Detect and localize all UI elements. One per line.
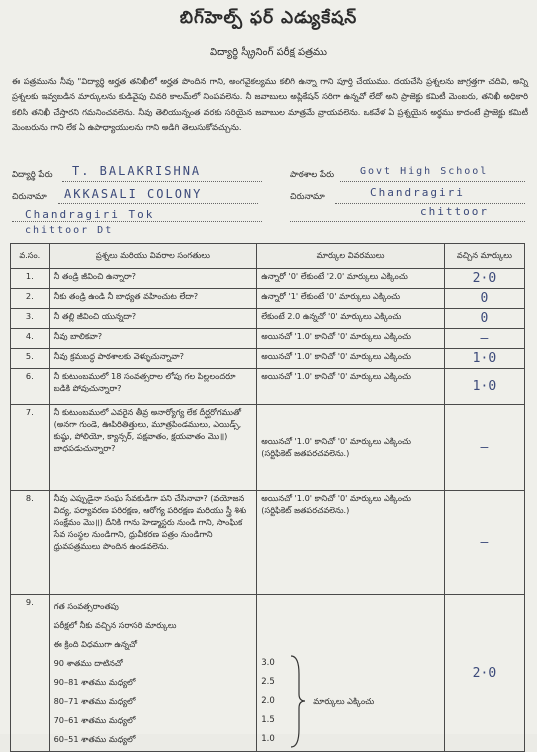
row-marks-rule: అయినచో '1.0' కానిచో '0' మార్కులు ఎక్కించు: [257, 369, 445, 405]
address-value[interactable]: AKKASALI COLONY: [64, 187, 203, 201]
row-number: 8.: [11, 491, 50, 595]
brace-icon: [289, 654, 307, 749]
q9-line: 90 శాతము దాటినచో: [53, 658, 123, 668]
address-line2-rule: [12, 221, 262, 222]
table-row: [11, 405, 525, 491]
table-row: [11, 289, 525, 309]
row-score[interactable]: 2·0: [444, 595, 524, 752]
address-line: [58, 203, 258, 204]
row-question: [49, 595, 257, 752]
row-score[interactable]: 1·0: [444, 349, 524, 369]
grade-value: 1.0: [261, 734, 275, 744]
row-number: 9.: [11, 595, 50, 752]
row-marks-rule: అయినచో '1.0' కానిచో '0' మార్కులు ఎక్కించు (సర్టిఫికెట్ జతపరచవలెను.): [257, 491, 445, 595]
row-number: 6.: [11, 369, 50, 405]
school-value[interactable]: Govt High School: [360, 166, 489, 177]
row-question: నీ తండ్రి జీవించి ఉన్నారా?: [49, 269, 257, 289]
row-question: నీకు తండ్రి ఉండి నీ బాధ్యత వహించుట లేదా?: [49, 289, 257, 309]
row-number: 7.: [11, 405, 50, 491]
row-question: నీ తల్లి జీవించి యున్నదా?: [49, 309, 257, 329]
form-subtitle: విద్యార్థి స్క్రీనింగ్ పరీక్ష పత్రము: [210, 47, 327, 58]
row-question: నీ కుటుంబములో 18 సంవత్సరాల లోపు గల పిల్లలందరూ బడికి పోవుచున్నారా?: [49, 369, 257, 405]
table-row: [11, 329, 525, 349]
school-line: [340, 181, 525, 182]
row-marks-rule: ఉన్నారో '1' లేకుంటే '0' మార్కులు ఎక్కించు: [257, 289, 445, 309]
place-label: చిరునామా: [290, 192, 325, 202]
grade-value: 2.5: [261, 677, 275, 687]
q9-line: 90–81 శాతము మధ్యలో: [53, 677, 136, 687]
row-score[interactable]: 2·0: [444, 269, 524, 289]
place-value[interactable]: Chandragiri: [370, 186, 465, 199]
row-marks-rule: ఉన్నారో '0' లేకుంటే '2.0' మార్కులు ఎక్కించు: [257, 269, 445, 289]
place-value2[interactable]: chittoor: [420, 205, 489, 218]
row-score[interactable]: 0: [444, 309, 524, 329]
grade-value: 3.0: [261, 658, 275, 668]
row-number: 2.: [11, 289, 50, 309]
row-score[interactable]: —: [444, 329, 524, 349]
row-question: నీ కుటుంబములో ఎవరైన తీవ్ర అనార్యోగ్య లేక దీర్ఘరోగముతో (అనగా గుండె, ఊపిరితిత్తులు, మూత్రపిండములు, ఎయిడ్స్, కుష్ఠు, పోలియో, క్యాన్సర్, పక్షవాతం, క్షయవాతం మొ॥) బాధపడుచున్నారా?: [49, 405, 257, 491]
address-line2-value[interactable]: Chandragiri Tok: [25, 208, 155, 221]
row-number: 5.: [11, 349, 50, 369]
student-name-line: [62, 181, 262, 182]
row-score[interactable]: 1·0: [444, 369, 524, 405]
table-header-row: [11, 244, 525, 269]
place-line2-rule: [290, 221, 525, 222]
table-row: [11, 309, 525, 329]
student-name-value[interactable]: T. BALAKRISHNA: [72, 164, 202, 178]
table-row: [11, 369, 525, 405]
row-marks-rule: అయినచో '1.0' కానిచో '0' మార్కులు ఎక్కించు: [257, 349, 445, 369]
row-marks-rule: అయినచో '1.0' కానిచో '0' మార్కులు ఎక్కించు (సర్టిఫికెట్ జతపరచవలెను.): [257, 405, 445, 491]
row-question: నీవు ఎప్పుడైనా సంఘ సేవకుడిగా పని చేసినావా? (వయోజన విద్య, పర్యావరణ పరిరక్షణ, ఆరోగ్య పరిరక్షణ మరియు స్త్రీ శిశు సంక్షేమం మొ॥) దీనికి గాను హెడ్మాస్టరు నుండి గాని, సాంఘిక సేవ సంస్థల నుండిగాని, ధ్రువీకరణ పత్రం నుండిగాని ధ్రువపత్రములు పొందిన ఉండవలెను.: [49, 491, 257, 595]
q9-line: గత సంవత్సరాంతపు: [53, 601, 119, 611]
row-number: 1.: [11, 269, 50, 289]
row-score[interactable]: —: [444, 405, 524, 491]
row-number: 4.: [11, 329, 50, 349]
row-marks-rule: [257, 595, 445, 752]
grade-value: 1.5: [261, 715, 275, 725]
grade-value: 2.0: [261, 696, 275, 706]
form-title: బిగ్‌హెల్ప్ ఫర్ ఎడ్యుకేషన్: [179, 8, 358, 28]
row-marks-rule: అయినచో '1.0' కానిచో '0' మార్కులు ఎక్కించు: [257, 329, 445, 349]
row-question: నీవు బాలికవా?: [49, 329, 257, 349]
header-question: ప్రశ్నలు మరియు వివరాల సంగతులు: [49, 244, 257, 269]
row-question: నీవు క్రమబద్ధ పాఠశాలకు వెళ్ళుచున్నావా?: [49, 349, 257, 369]
header-marks: మార్కుల వివరములు: [257, 244, 445, 269]
row-score[interactable]: —: [444, 491, 524, 595]
table-row: [11, 349, 525, 369]
q9-line: 80–71 శాతము మధ్యలో: [53, 696, 136, 706]
header-score: వచ్చిన మార్కులు: [444, 244, 524, 269]
table-row: [11, 491, 525, 595]
header-serial: వ.సం.: [11, 244, 50, 269]
school-label: పాఠశాల పేరు: [290, 170, 335, 180]
address-line3-value[interactable]: chittoor Dt: [25, 225, 114, 236]
q9-marks-label: మార్కులు ఎక్కించు: [313, 695, 375, 706]
row-marks-rule: లేకుంటే 2.0 ఉన్నచో '0' మార్కులు ఎక్కించు: [257, 309, 445, 329]
screening-table: [10, 243, 525, 752]
q9-line: ఈ క్రింది విధముగా ఉన్నచో: [53, 639, 137, 649]
q9-line: 60–51 శాతము మధ్యలో: [53, 734, 136, 744]
table-row: [11, 595, 525, 752]
q9-line: 70–61 శాతము మధ్యలో: [53, 715, 136, 725]
address-label: చిరునామా: [12, 192, 47, 202]
row-score[interactable]: 0: [444, 289, 524, 309]
intro-paragraph: ఈ పత్రమును నీవు "విద్యార్థి అర్హత తనిఖీలో అర్హత పొందిన గాని, అంగవైకల్యము కలిగి ఉన్నా గాని పూర్తి చేయుము. దయచేసి ప్రశ్నలను జాగ్రత్తగా చదివి, అన్ని ప్రశ్నలకు ఇవ్వబడిన మార్కులను కుడివైపు చివరి కాలమ్‌లో నింపవలెను. నీ జవాబులు అప్లికేషన్ సరిగా ఉన్నవో లేదో అని ప్రాజెక్టు కమిటీ మెంబరు, తనిఖీ అధికారి కలిసి తనిఖీ చేస్తారని గమనించవలెను. నీవు తెలియున్నంత వరకు సరియైన జవాబుల మాత్రమే వ్రాయవలెను. ఒకవేళ ఏ ప్రశ్నయైన అర్థము కాదంటే ప్రాజెక్టు కమిటీ మెంబరును గాని లేక ఏ ఉపాధ్యాయులను గాని అడిగి తెలుసుకోవచ్చును.: [12, 76, 528, 133]
q9-line: పరీక్షలో నీకు వచ్చిన సరాసరి మార్కులు: [53, 620, 177, 630]
row-number: 3.: [11, 309, 50, 329]
table-row: [11, 269, 525, 289]
place-line: [335, 203, 525, 204]
student-name-label: విద్యార్థి పేరు: [12, 170, 53, 180]
